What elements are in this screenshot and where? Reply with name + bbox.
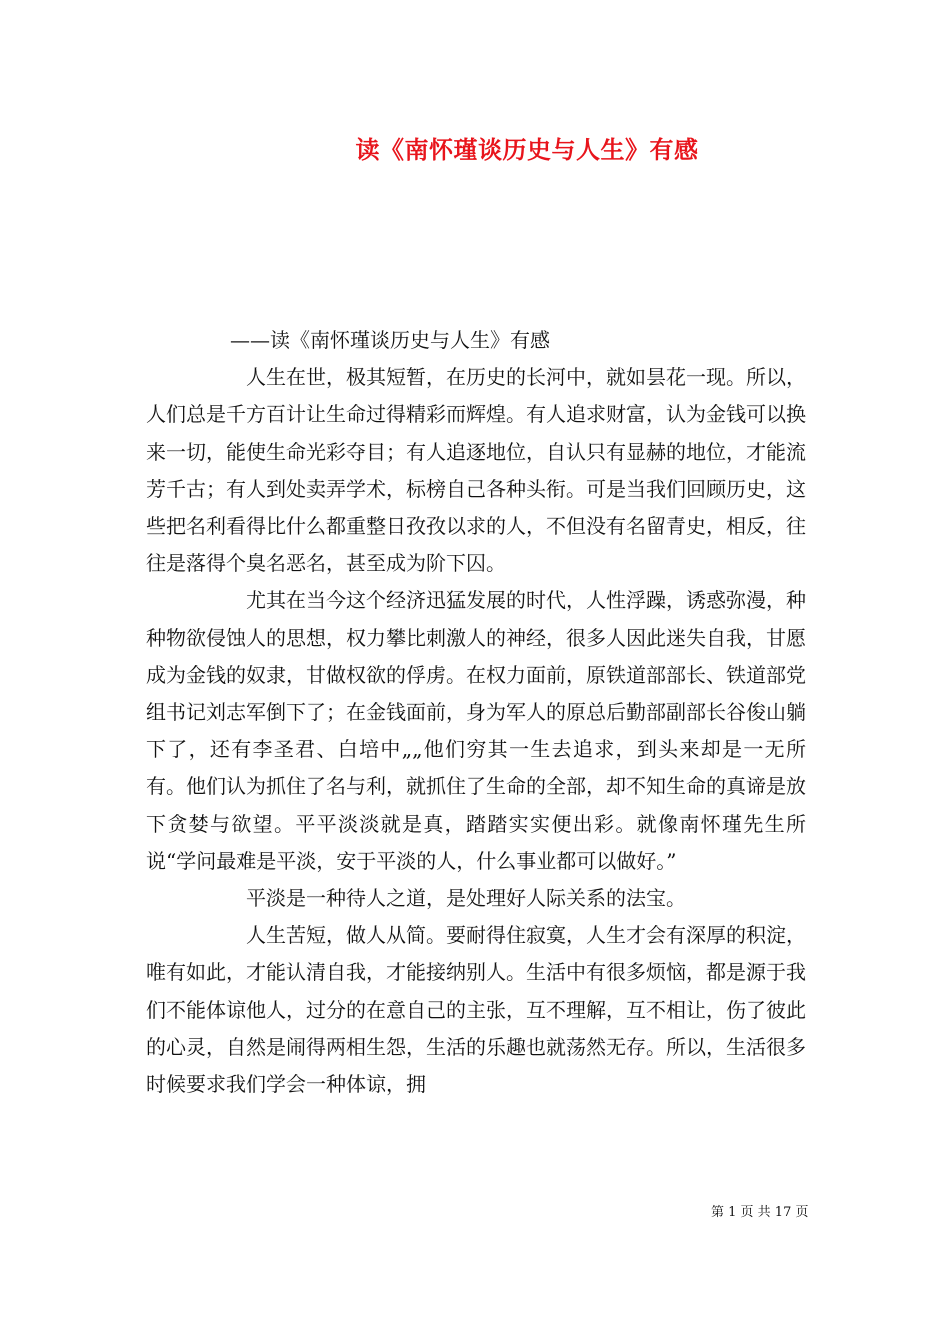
document-subtitle: ——读《南怀瑾谈历史与人生》有感 xyxy=(230,328,550,352)
document-title: 读《南怀瑾谈历史与人生》有感 xyxy=(355,135,699,164)
paragraph-1: 人生在世，极其短暂，在历史的长河中，就如昙花一现。所以，人们总是千方百计让生命过得精彩而辉煌。有人追求财富，认为金钱可以换来一切，能使生命光彩夺目；有人追逐地位，自认只有显赫的地位，才能流芳千古；有人到处卖弄学术，标榜自己各种头衔。可是当我们回顾历史，这些把名利看得比什么都重整日孜孜以求的人，不但没有名留青史，相反，往往是落得个臭名恶名，甚至成为阶下囚。 xyxy=(146,365,806,576)
page-number-footer: 第 1 页 共 17 页 xyxy=(711,1205,809,1220)
paragraph-3: 平淡是一种待人之道，是处理好人际关系的法宝。 xyxy=(246,886,686,911)
paragraph-4: 人生苦短，做人从简。要耐得住寂寞，人生才会有深厚的积淀，唯有如此，才能认清自我，才能接纳别人。生活中有很多烦恼，都是源于我们不能体谅他人，过分的在意自己的主张，互不理解，互不相让，伤了彼此的心灵，自然是闹得两相生怨，生活的乐趣也就荡然无存。所以，生活很多时候要求我们学会一种体谅，拥 xyxy=(146,923,806,1097)
paragraph-2: 尤其在当今这个经济迅猛发展的时代，人性浮躁，诱惑弥漫，种种物欲侵蚀人的思想，权力攀比刺激人的神经，很多人因此迷失自我，甘愿成为金钱的奴隶，甘做权欲的俘虏。在权力面前，原铁道部部长、铁道部党组书记刘志军倒下了；在金钱面前，身为军人的原总后勤部副部长谷俊山躺下了，还有李圣君、白培中„„他们穷其一生去追求，到头来却是一无所有。他们认为抓住了名与利，就抓住了生命的全部，却不知生命的真谛是放下贪婪与欲望。平平淡淡就是真，踏踏实实便出彩。就像南怀瑾先生所说“学问最难是平淡，安于平淡的人，什么事业都可以做好。” xyxy=(146,588,806,873)
document-body xyxy=(146,322,806,1103)
